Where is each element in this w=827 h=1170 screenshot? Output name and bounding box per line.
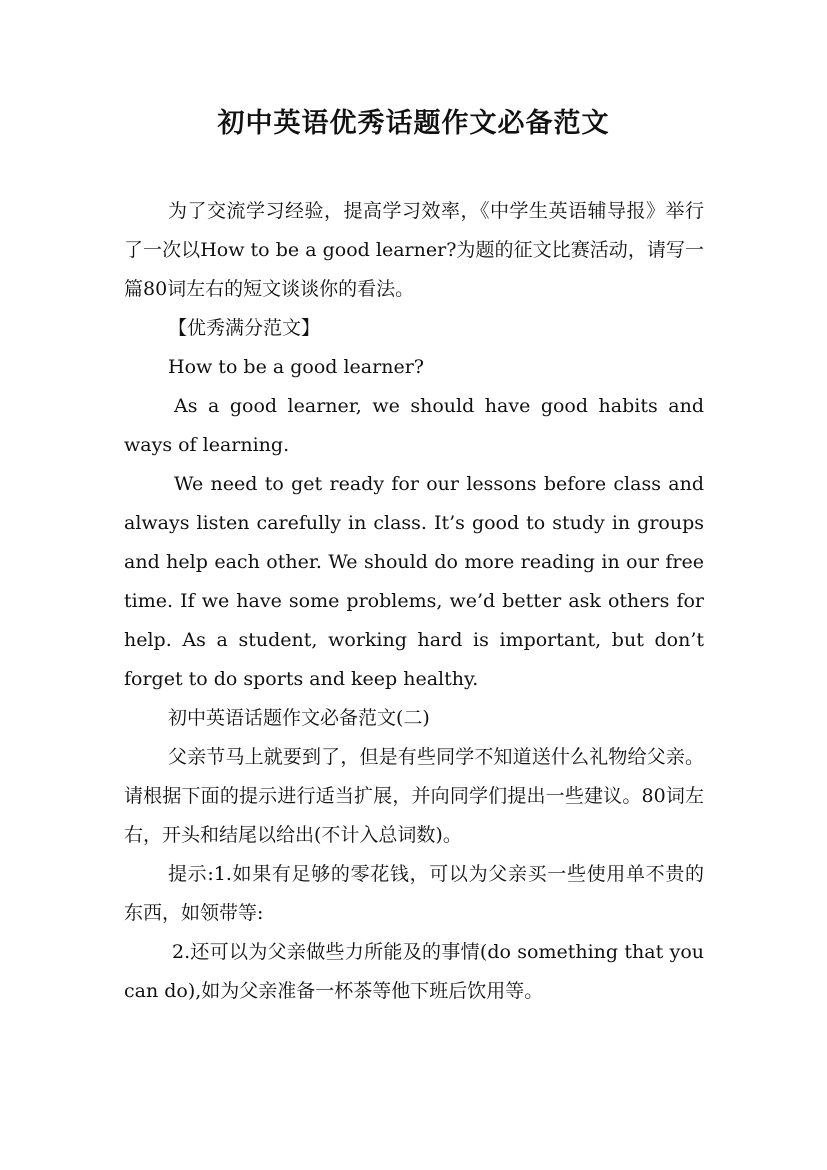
paragraph-hint-one: 提示:1.如果有足够的零花钱，可以为父亲买一些使用单不贵的东西，如领带等:	[124, 863, 704, 924]
document-title: 初中英语优秀话题作文必备范文	[217, 108, 610, 139]
paragraph-section-heading: 初中英语话题作文必备范文(二)	[168, 707, 430, 729]
paragraph-prompt-two: 父亲节马上就要到了，但是有些同学不知道送什么礼物给父亲。请根据下面的提示进行适当扩展，并向同学们提出一些建议。80词左右，开头和结尾以给出(不计入总词数)。	[124, 746, 704, 846]
paragraph-prompt: 为了交流学习经验，提高学习效率，《中学生英语辅导报》举行了一次以How to be a good learner?为题的征文比赛活动，请写一篇80词左右的短文谈谈你的看法。	[124, 200, 704, 300]
paragraph-hint-two: 2.还可以为父亲做些力所能及的事情(do something that you can do),如为父亲准备一杯茶等他下班后饮用等。	[124, 941, 704, 1002]
document-body	[124, 192, 704, 1011]
paragraph-section-label: 【优秀满分范文】	[168, 317, 321, 339]
paragraph-essay-body: We need to get ready for our lessons before class and always listen carefully in class. It’s good to study in groups and help each other. We should do more reading in our free time. If we have some problems, we’d better ask others for help. As a student, working hard is important, but don’t forget to do sports and keep healthy.	[124, 473, 704, 690]
paragraph-essay-intro: As a good learner, we should have good habits and ways of learning.	[124, 395, 704, 456]
paragraph-essay-title: How to be a good learner?	[168, 356, 424, 378]
